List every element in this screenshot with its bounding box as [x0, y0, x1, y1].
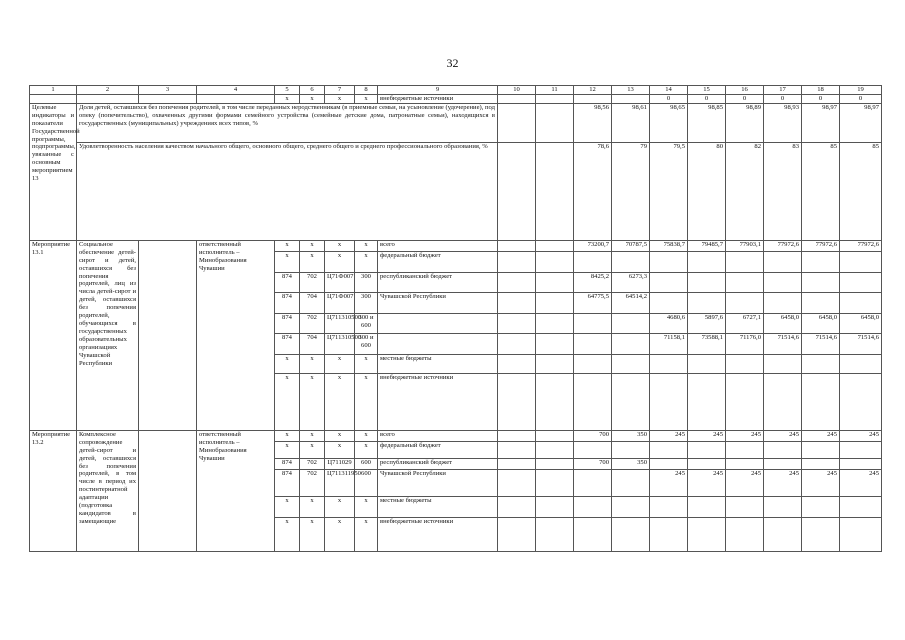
funding-source: Чувашской Республики [378, 469, 498, 496]
value-cell: 64514,2 [612, 292, 650, 313]
goal-indicators-label: Целевые индикаторы и показатели Государственной программы, подпрограммы, увязанные с основным мероприятием 13 [30, 103, 77, 240]
code-cell: x [300, 441, 325, 458]
indicator-value: 98,97 [840, 103, 882, 142]
value-cell [726, 373, 764, 430]
value-cell [764, 354, 802, 373]
value-cell: 700 [574, 458, 612, 469]
value-cell [688, 354, 726, 373]
code-cell: 704 [300, 333, 325, 354]
budget-table [29, 85, 882, 552]
code-cell: x [275, 240, 300, 251]
value-cell: 75838,7 [650, 240, 688, 251]
empty-cell [498, 103, 536, 142]
indicator-text: Доля детей, оставшихся без попечения родителей, в том числе переданных неродственникам (в приемные семьи, на усыновление (удочерение), под опеку (попечительство), охваченных другими формами семейного устройства (семейные детские дома, патронатные семьи), находящихся в государственных (муниципальных) учреждениях всех типов, % [77, 103, 498, 142]
code-cell: Ц71Ф007 [325, 292, 355, 313]
value-cell [688, 458, 726, 469]
indicator-value: 98,61 [612, 103, 650, 142]
indicator-value: 82 [726, 142, 764, 240]
value-cell: 0 [726, 95, 764, 104]
value-cell: 5897,6 [688, 313, 726, 333]
code-cell: 600 [355, 458, 378, 469]
empty-cell [536, 458, 574, 469]
value-cell [764, 441, 802, 458]
code-cell: 300 [355, 292, 378, 313]
value-cell: 6273,3 [612, 272, 650, 292]
column-number: 7 [325, 86, 355, 95]
value-cell [574, 333, 612, 354]
code-cell: 874 [275, 292, 300, 313]
empty-cell [536, 469, 574, 496]
funding-source: республиканский бюджет [378, 458, 498, 469]
code-cell: x [275, 95, 300, 104]
value-cell: 77972,6 [802, 240, 840, 251]
indicator-row [30, 103, 882, 142]
empty-cell [536, 103, 574, 142]
event-executor: ответственный исполнитель – Минобразования Чувашии [197, 430, 275, 551]
column-number: 9 [378, 86, 498, 95]
value-cell [650, 373, 688, 430]
code-cell: 704 [300, 292, 325, 313]
code-cell: 874 [275, 469, 300, 496]
funding-source: внебюджетные источники [378, 373, 498, 430]
empty-cell [536, 430, 574, 441]
value-cell [802, 292, 840, 313]
value-cell: 245 [650, 430, 688, 441]
empty-cell [498, 469, 536, 496]
value-cell [840, 292, 882, 313]
column-number: 14 [650, 86, 688, 95]
indicator-value: 83 [764, 142, 802, 240]
empty-cell [536, 373, 574, 430]
funding-source [378, 333, 498, 354]
code-cell: x [275, 354, 300, 373]
column-number: 5 [275, 86, 300, 95]
value-cell: 245 [840, 430, 882, 441]
value-cell [574, 354, 612, 373]
empty-cell [498, 458, 536, 469]
column-number: 18 [802, 86, 840, 95]
code-cell: x [355, 373, 378, 430]
code-cell: x [275, 441, 300, 458]
value-cell: 245 [726, 430, 764, 441]
empty-cell [30, 95, 77, 104]
indicator-value: 79,5 [650, 142, 688, 240]
event-row [30, 430, 882, 441]
event-row [30, 240, 882, 251]
value-cell [688, 496, 726, 517]
empty-cell [498, 496, 536, 517]
empty-cell [498, 373, 536, 430]
code-cell: 874 [275, 272, 300, 292]
value-cell [650, 272, 688, 292]
empty-cell [498, 313, 536, 333]
code-cell: 874 [275, 313, 300, 333]
code-cell: 300 и 600 [355, 313, 378, 333]
code-cell: x [325, 354, 355, 373]
value-cell: 64775,5 [574, 292, 612, 313]
code-cell: Ц711310500 [325, 333, 355, 354]
code-cell: Ц71Ф007 [325, 272, 355, 292]
code-cell: 702 [300, 469, 325, 496]
empty-cell [536, 313, 574, 333]
indicator-value: 98,56 [574, 103, 612, 142]
empty-cell [139, 430, 197, 551]
value-cell [764, 496, 802, 517]
code-cell: x [300, 517, 325, 551]
value-cell [802, 517, 840, 551]
value-cell [764, 458, 802, 469]
empty-cell [536, 292, 574, 313]
column-number: 16 [726, 86, 764, 95]
value-cell [726, 354, 764, 373]
empty-cell [498, 430, 536, 441]
code-cell: x [325, 251, 355, 272]
value-cell [574, 517, 612, 551]
value-cell [726, 292, 764, 313]
empty-cell [498, 251, 536, 272]
value-cell: 6727,1 [726, 313, 764, 333]
value-cell [802, 251, 840, 272]
value-cell [726, 272, 764, 292]
empty-cell [536, 95, 574, 104]
code-cell: x [325, 240, 355, 251]
value-cell: 350 [612, 430, 650, 441]
empty-cell [498, 441, 536, 458]
column-number: 10 [498, 86, 536, 95]
code-cell: x [325, 441, 355, 458]
event-executor: ответственный исполнитель – Минобразования Чувашии [197, 240, 275, 430]
indicator-row [30, 142, 882, 240]
empty-cell [498, 517, 536, 551]
indicator-value: 98,85 [688, 103, 726, 142]
value-cell: 73588,1 [688, 333, 726, 354]
value-cell: 245 [840, 469, 882, 496]
funding-source: внебюджетные источники [378, 517, 498, 551]
value-cell: 71176,0 [726, 333, 764, 354]
value-cell [688, 272, 726, 292]
value-cell [612, 251, 650, 272]
value-cell: 245 [726, 469, 764, 496]
empty-cell [498, 272, 536, 292]
value-cell [802, 496, 840, 517]
value-cell [840, 354, 882, 373]
column-number: 8 [355, 86, 378, 95]
value-cell [726, 458, 764, 469]
empty-cell [498, 95, 536, 104]
code-cell: x [275, 517, 300, 551]
value-cell: 77972,6 [840, 240, 882, 251]
empty-cell [536, 142, 574, 240]
indicator-value: 78,6 [574, 142, 612, 240]
code-cell: Ц711029 [325, 458, 355, 469]
indicator-value: 80 [688, 142, 726, 240]
value-cell: 77903,1 [726, 240, 764, 251]
value-cell [650, 458, 688, 469]
code-cell: x [325, 95, 355, 104]
event-label: Мероприятие 13.1 [30, 240, 77, 430]
value-cell [726, 496, 764, 517]
value-cell [612, 517, 650, 551]
table-row [30, 95, 882, 104]
code-cell: x [275, 251, 300, 272]
value-cell [612, 333, 650, 354]
value-cell: 700 [574, 430, 612, 441]
funding-source: Чувашской Республики [378, 292, 498, 313]
empty-cell [612, 95, 650, 104]
value-cell [612, 441, 650, 458]
empty-cell [536, 272, 574, 292]
indicator-value: 98,65 [650, 103, 688, 142]
value-cell [802, 458, 840, 469]
funding-source: всего [378, 240, 498, 251]
indicator-value: 98,93 [764, 103, 802, 142]
value-cell: 6458,0 [840, 313, 882, 333]
value-cell: 79485,7 [688, 240, 726, 251]
value-cell [574, 496, 612, 517]
value-cell [688, 292, 726, 313]
funding-source: федеральный бюджет [378, 441, 498, 458]
value-cell [840, 272, 882, 292]
value-cell [764, 373, 802, 430]
value-cell [574, 313, 612, 333]
value-cell [574, 251, 612, 272]
code-cell: 874 [275, 333, 300, 354]
value-cell: 350 [612, 458, 650, 469]
value-cell [802, 373, 840, 430]
value-cell: 245 [650, 469, 688, 496]
code-cell: Ц711310500 [325, 313, 355, 333]
code-cell: x [355, 441, 378, 458]
column-number: 2 [77, 86, 139, 95]
value-cell [840, 441, 882, 458]
funding-source: федеральный бюджет [378, 251, 498, 272]
code-cell: 300 [355, 272, 378, 292]
value-cell [612, 496, 650, 517]
value-cell [764, 272, 802, 292]
column-number: 19 [840, 86, 882, 95]
value-cell: 245 [802, 430, 840, 441]
value-cell [802, 272, 840, 292]
code-cell: 702 [300, 272, 325, 292]
funding-source: всего [378, 430, 498, 441]
value-cell [574, 373, 612, 430]
value-cell: 77972,6 [764, 240, 802, 251]
value-cell [650, 441, 688, 458]
funding-source: местные бюджеты [378, 354, 498, 373]
value-cell: 0 [650, 95, 688, 104]
value-cell: 0 [764, 95, 802, 104]
empty-cell [536, 441, 574, 458]
value-cell: 73200,7 [574, 240, 612, 251]
value-cell [764, 251, 802, 272]
indicator-value: 79 [612, 142, 650, 240]
value-cell [688, 251, 726, 272]
value-cell [612, 354, 650, 373]
code-cell: x [275, 430, 300, 441]
code-cell: 300 и 600 [355, 333, 378, 354]
value-cell [840, 458, 882, 469]
value-cell: 245 [688, 469, 726, 496]
value-cell [612, 373, 650, 430]
value-cell [802, 354, 840, 373]
value-cell: 245 [802, 469, 840, 496]
code-cell: x [300, 354, 325, 373]
value-cell [650, 496, 688, 517]
value-cell [764, 517, 802, 551]
code-cell: x [355, 251, 378, 272]
value-cell [840, 251, 882, 272]
event-label: Мероприятие 13.2 [30, 430, 77, 551]
empty-cell [197, 95, 275, 104]
value-cell: 6458,0 [802, 313, 840, 333]
header-row [30, 86, 882, 95]
value-cell: 71514,6 [840, 333, 882, 354]
value-cell [612, 313, 650, 333]
value-cell: 71158,1 [650, 333, 688, 354]
value-cell [840, 517, 882, 551]
column-number: 17 [764, 86, 802, 95]
indicator-value: 98,89 [726, 103, 764, 142]
empty-cell [536, 517, 574, 551]
column-number: 4 [197, 86, 275, 95]
empty-cell [498, 142, 536, 240]
column-number: 12 [574, 86, 612, 95]
code-cell: x [300, 430, 325, 441]
code-cell: x [325, 496, 355, 517]
empty-cell [536, 496, 574, 517]
code-cell: x [300, 373, 325, 430]
value-cell: 70787,5 [612, 240, 650, 251]
value-cell [688, 517, 726, 551]
code-cell: x [355, 496, 378, 517]
value-cell: 8425,2 [574, 272, 612, 292]
value-cell [688, 441, 726, 458]
value-cell [726, 517, 764, 551]
code-cell: x [325, 517, 355, 551]
code-cell: x [355, 240, 378, 251]
value-cell [764, 292, 802, 313]
empty-cell [536, 251, 574, 272]
code-cell: x [355, 430, 378, 441]
funding-source [378, 313, 498, 333]
value-cell: 245 [688, 430, 726, 441]
code-cell: x [275, 496, 300, 517]
code-cell: x [300, 240, 325, 251]
value-cell [840, 496, 882, 517]
code-cell: Ц711311950 [325, 469, 355, 496]
value-cell [612, 469, 650, 496]
indicator-text: Удовлетворенность населения качеством начального общего, основного общего, среднего общего и среднего профессионального образования, % [77, 142, 498, 240]
empty-cell [574, 95, 612, 104]
value-cell: 6458,0 [764, 313, 802, 333]
column-number: 3 [139, 86, 197, 95]
value-cell [726, 251, 764, 272]
value-cell [650, 354, 688, 373]
empty-cell [536, 333, 574, 354]
value-cell: 71514,6 [764, 333, 802, 354]
column-number: 11 [536, 86, 574, 95]
funding-source: внебюджетные источники [378, 95, 498, 104]
code-cell: x [325, 373, 355, 430]
value-cell: 0 [840, 95, 882, 104]
column-number: 15 [688, 86, 726, 95]
page-number: 32 [446, 56, 459, 70]
empty-cell [498, 354, 536, 373]
funding-source: республиканский бюджет [378, 272, 498, 292]
value-cell [650, 517, 688, 551]
value-cell: 0 [802, 95, 840, 104]
value-cell: 245 [764, 430, 802, 441]
event-name: Социальное обеспечение детей-сирот и детей, оставшихся без попечения родителей, лиц из числа детей-сирот и детей, оставшихся без попечения родителей, обучающихся в государственных образовательных организациях Чувашской Республики [77, 240, 139, 430]
code-cell: x [325, 430, 355, 441]
empty-cell [536, 354, 574, 373]
code-cell: 702 [300, 313, 325, 333]
code-cell: x [355, 354, 378, 373]
value-cell: 4680,6 [650, 313, 688, 333]
empty-cell [139, 240, 197, 430]
code-cell: x [275, 373, 300, 430]
code-cell: 600 [355, 469, 378, 496]
indicator-value: 85 [840, 142, 882, 240]
code-cell: 702 [300, 458, 325, 469]
column-number: 6 [300, 86, 325, 95]
value-cell [840, 373, 882, 430]
code-cell: x [355, 517, 378, 551]
value-cell [574, 469, 612, 496]
column-number: 1 [30, 86, 77, 95]
value-cell: 71514,6 [802, 333, 840, 354]
empty-cell [139, 95, 197, 104]
value-cell [650, 251, 688, 272]
value-cell [688, 373, 726, 430]
column-number: 13 [612, 86, 650, 95]
value-cell: 0 [688, 95, 726, 104]
empty-cell [536, 240, 574, 251]
value-cell [726, 441, 764, 458]
empty-cell [498, 292, 536, 313]
value-cell [574, 441, 612, 458]
code-cell: x [355, 95, 378, 104]
funding-source: местные бюджеты [378, 496, 498, 517]
value-cell [650, 292, 688, 313]
code-cell: x [300, 95, 325, 104]
event-name: Комплексное сопровождение детей-сирот и детей, оставшихся без попечения родителей, в том числе в период их постинтернатной адаптации (подготовка кандидатов в замещающие [77, 430, 139, 551]
empty-cell [498, 333, 536, 354]
value-cell [802, 441, 840, 458]
code-cell: 874 [275, 458, 300, 469]
indicator-value: 98,97 [802, 103, 840, 142]
empty-cell [77, 95, 139, 104]
code-cell: x [300, 496, 325, 517]
empty-cell [498, 240, 536, 251]
value-cell: 245 [764, 469, 802, 496]
code-cell: x [300, 251, 325, 272]
indicator-value: 85 [802, 142, 840, 240]
